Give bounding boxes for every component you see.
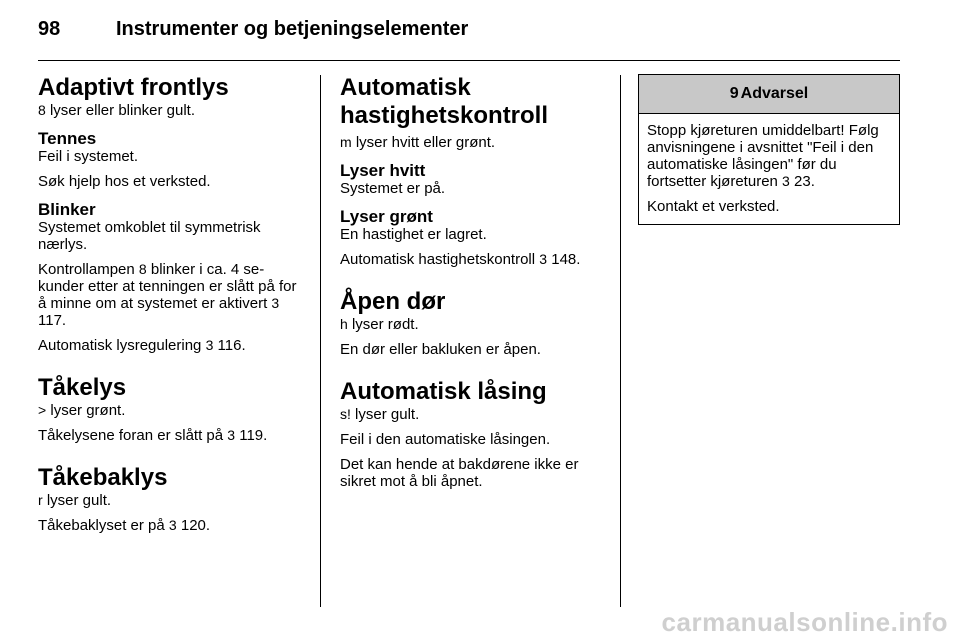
open-door-text: En dør eller bakluken er åpen. bbox=[340, 341, 541, 358]
warning-header bbox=[639, 75, 899, 114]
adaptive-light-icon: 8 bbox=[38, 102, 46, 118]
green-text: En hastighet er lagret. bbox=[340, 226, 487, 243]
section-title-fog-lights: Tåkelys bbox=[38, 374, 127, 401]
section-title-rear-fog-light: Tåkebaklys bbox=[38, 464, 168, 491]
auto-light-ref-text: Automatisk lysregulering 3 116. bbox=[38, 337, 246, 354]
subheading-white: Lyser hvitt bbox=[340, 161, 426, 180]
blinker-text-1: Systemet omkoblet til symmetrisk nærlys. bbox=[38, 219, 261, 253]
page-ref-arrow-icon: 3 bbox=[205, 337, 214, 353]
adaptive-light-icon: 8 bbox=[138, 261, 147, 277]
warning-text-1: Stopp kjøreturen umiddelbart! Følg anvisningene i avsnittet "Feil i den automatiske låsingen" før du fortsetter kjøreturen 3 23. bbox=[647, 122, 879, 190]
fog-lights-intro: > lyser grønt. bbox=[38, 402, 126, 419]
subheading-tennes: Tennes bbox=[38, 129, 97, 148]
section-title-cruise-control-line-2: hastighetskontroll bbox=[340, 102, 549, 129]
watermark: carmanualsonline.info bbox=[661, 607, 948, 637]
cruise-control-ref-text: Automatisk hastighetskontroll 3 148. bbox=[340, 251, 581, 268]
page-ref-arrow-icon: 3 bbox=[271, 295, 280, 311]
header-rule bbox=[38, 60, 900, 61]
auto-locking-intro: s! lyser gult. bbox=[340, 406, 420, 423]
tennes-text-2: Søk hjelp hos et verksted. bbox=[38, 173, 211, 190]
page-header bbox=[38, 18, 900, 46]
warning-box bbox=[638, 74, 900, 225]
blinker-text-2: Kontrollampen 8 blinker i ca. 4 se-kunder etter at tenningen er slått på for å minne om at systemet er aktivert 3 117. bbox=[38, 261, 297, 329]
white-text: Systemet er på. bbox=[340, 180, 446, 197]
page-ref-arrow-icon: 3 bbox=[227, 427, 236, 443]
warning-title: Advarsel bbox=[740, 85, 809, 102]
auto-locking-text-1: Feil i den automatiske låsingen. bbox=[340, 431, 551, 448]
tennes-text-1: Feil i systemet. bbox=[38, 148, 139, 165]
column-divider-2 bbox=[620, 75, 621, 607]
warning-triangle-icon: 9 bbox=[729, 85, 739, 102]
cruise-control-intro: m lyser hvitt eller grønt. bbox=[340, 134, 496, 151]
auto-locking-icon: s! bbox=[340, 406, 351, 422]
column-divider-1 bbox=[320, 75, 321, 607]
fog-light-icon: > bbox=[38, 402, 47, 418]
section-title-adaptive-lights: Adaptivt frontlys bbox=[38, 74, 229, 101]
subheading-green: Lyser grønt bbox=[340, 207, 433, 226]
cruise-control-icon: m bbox=[340, 134, 352, 150]
rear-fog-intro: r lyser gult. bbox=[38, 492, 112, 509]
open-door-icon: h bbox=[340, 316, 348, 332]
warning-body bbox=[639, 114, 899, 224]
warning-text-2: Kontakt et verksted. bbox=[647, 198, 780, 215]
page-ref-arrow-icon: 3 bbox=[539, 251, 548, 267]
adaptive-lights-intro: 8 lyser eller blinker gult. bbox=[38, 102, 196, 119]
open-door-intro: h lyser rødt. bbox=[340, 316, 419, 333]
chapter-title: Instrumenter og betjeningselementer bbox=[116, 18, 469, 40]
page-number: 98 bbox=[38, 18, 61, 40]
rear-fog-text: Tåkebaklyset er på 3 120. bbox=[38, 517, 211, 534]
page-ref-arrow-icon: 3 bbox=[782, 173, 790, 189]
section-title-auto-locking: Automatisk låsing bbox=[340, 378, 547, 405]
fog-lights-text: Tåkelysene foran er slått på 3 119. bbox=[38, 427, 268, 444]
rear-fog-light-icon: r bbox=[38, 492, 43, 508]
page-ref-arrow-icon: 3 bbox=[168, 517, 177, 533]
auto-locking-text-2: Det kan hende at bakdørene ikke er sikret mot å bli åpnet. bbox=[340, 456, 579, 490]
column-right bbox=[638, 74, 900, 225]
section-title-cruise-control-line-1: Automatisk bbox=[340, 74, 471, 101]
section-title-open-door: Åpen dør bbox=[340, 288, 446, 315]
subheading-blinker: Blinker bbox=[38, 200, 96, 219]
column-left bbox=[38, 74, 308, 534]
column-middle bbox=[340, 74, 610, 490]
